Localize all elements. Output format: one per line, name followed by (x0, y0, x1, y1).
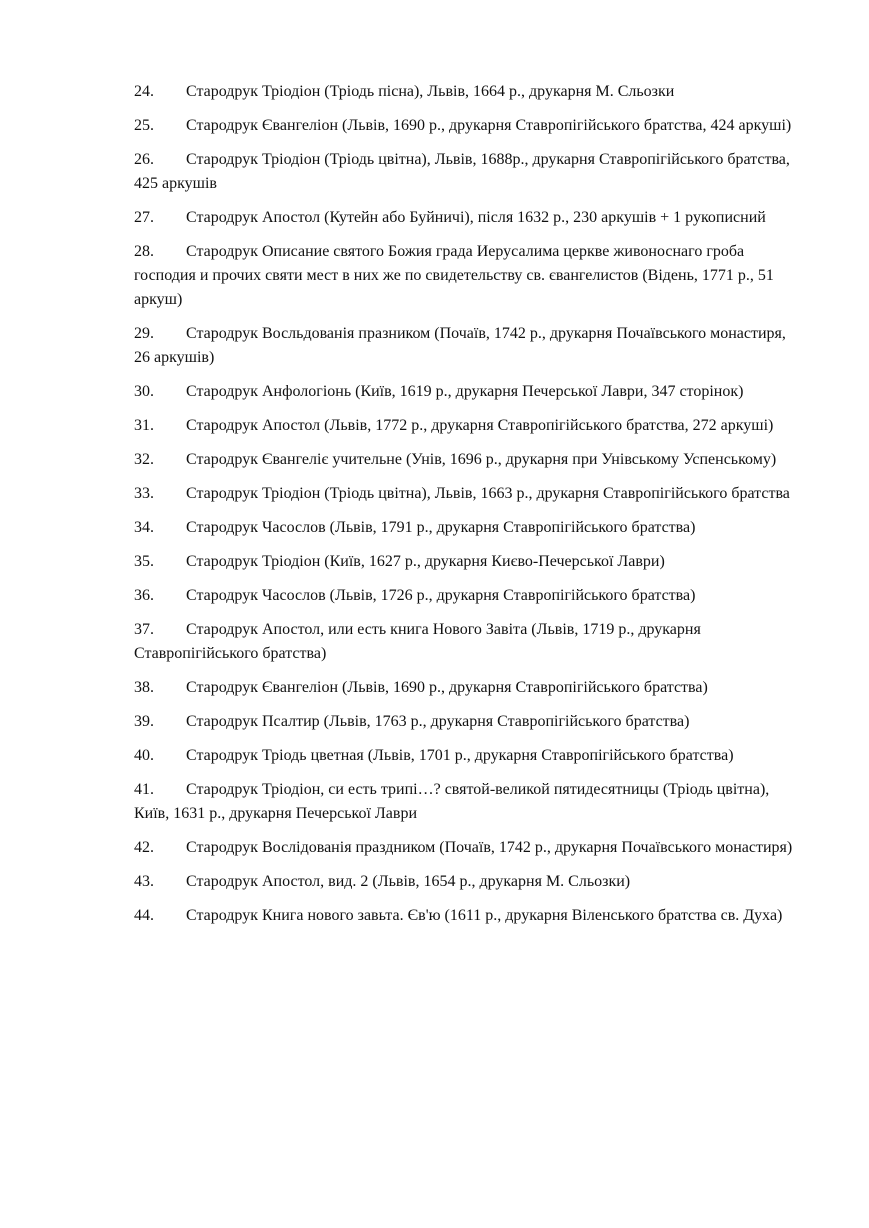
entry-text: Стародрук Описание святого Божия града Иерусалима церкве живоноснаго гроба господия и прочих святи мест в них же по свидетельству св. євангелистов (Відень, 1771 р., 51 аркуш) (134, 243, 774, 308)
list-item (134, 80, 794, 104)
entry-number: 29. (134, 325, 154, 342)
entry-number: 36. (134, 587, 154, 604)
list-item (134, 550, 794, 574)
list-item (134, 836, 794, 860)
list-item (134, 584, 794, 608)
entry-list (134, 80, 794, 938)
entry-text: Стародрук Вослідованія праздником (Почаїв, 1742 р., друкарня Почаївського монастиря) (186, 839, 793, 856)
entry-number: 27. (134, 209, 154, 226)
list-item (134, 904, 794, 928)
list-item (134, 322, 794, 370)
list-item (134, 778, 794, 826)
entry-text: Стародрук Апостол (Львів, 1772 р., друкарня Ставропігійського братства, 272 аркуші) (186, 417, 774, 434)
list-item (134, 516, 794, 540)
list-item (134, 414, 794, 438)
entry-number: 25. (134, 117, 154, 134)
list-item (134, 114, 794, 138)
entry-number: 43. (134, 873, 154, 890)
entry-text: Стародрук Анфологіонь (Київ, 1619 р., друкарня Печерської Лаври, 347 сторінок) (186, 383, 744, 400)
entry-number: 32. (134, 451, 154, 468)
entry-text: Стародрук Тріодіон (Тріодь пісна), Львів, 1664 р., друкарня М. Сльозки (186, 83, 675, 100)
entry-text: Стародрук Часослов (Львів, 1726 р., друкарня Ставропігійського братства) (186, 587, 696, 604)
entry-number: 40. (134, 747, 154, 764)
list-item (134, 448, 794, 472)
list-item (134, 870, 794, 894)
entry-number: 31. (134, 417, 154, 434)
list-item (134, 240, 794, 312)
entry-text: Стародрук Книга нового завьта. Єв'ю (1611 р., друкарня Віленського братства св. Духа) (186, 907, 783, 924)
entry-text: Стародрук Восльдованія празником (Почаїв, 1742 р., друкарня Почаївського монастиря, 26 аркушів) (134, 325, 786, 366)
entry-text: Стародрук Тріодь цветная (Львів, 1701 р., друкарня Ставропігійського братства) (186, 747, 734, 764)
list-item (134, 148, 794, 196)
list-item (134, 676, 794, 700)
entry-number: 39. (134, 713, 154, 730)
entry-text: Стародрук Тріодіон, си есть трипі…? святой-великой пятидесятницы (Тріодь цвітна), Київ, 1631 р., друкарня Печерської Лаври (134, 781, 770, 822)
entry-text: Стародрук Тріодіон (Київ, 1627 р., друкарня Києво-Печерської Лаври) (186, 553, 665, 570)
entry-number: 42. (134, 839, 154, 856)
entry-text: Стародрук Апостол, вид. 2 (Львів, 1654 р., друкарня М. Сльозки) (186, 873, 631, 890)
entry-number: 33. (134, 485, 154, 502)
entry-text: Стародрук Євангеліон (Львів, 1690 р., друкарня Ставропігійського братства) (186, 679, 708, 696)
entry-number: 34. (134, 519, 154, 536)
entry-number: 28. (134, 243, 154, 260)
entry-number: 26. (134, 151, 154, 168)
entry-text: Стародрук Євангеліон (Львів, 1690 р., друкарня Ставропігійського братства, 424 аркуші) (186, 117, 792, 134)
entry-text: Стародрук Тріодіон (Тріодь цвітна), Львів, 1688р., друкарня Ставропігійського братства, 425 аркушів (134, 151, 790, 192)
entry-text: Стародрук Тріодіон (Тріодь цвітна), Львів, 1663 р., друкарня Ставропігійського братства (186, 485, 790, 502)
list-item (134, 206, 794, 230)
entry-number: 30. (134, 383, 154, 400)
entry-text: Стародрук Апостол, или есть книга Нового Завіта (Львів, 1719 р., друкарня Ставропігійського братства) (134, 621, 701, 662)
entry-number: 24. (134, 83, 154, 100)
entry-text: Стародрук Апостол (Кутейн або Буйничі), після 1632 р., 230 аркушів + 1 рукописний (186, 209, 766, 226)
entry-text: Стародрук Псалтир (Львів, 1763 р., друкарня Ставропігійського братства) (186, 713, 690, 730)
entry-number: 44. (134, 907, 154, 924)
entry-text: Стародрук Євангеліє учительне (Унів, 1696 р., друкарня при Унівському Успенському) (186, 451, 777, 468)
entry-number: 35. (134, 553, 154, 570)
list-item (134, 380, 794, 404)
list-item (134, 482, 794, 506)
list-item (134, 618, 794, 666)
list-item (134, 744, 794, 768)
entry-text: Стародрук Часослов (Львів, 1791 р., друкарня Ставропігійського братства) (186, 519, 696, 536)
entry-number: 38. (134, 679, 154, 696)
entry-number: 37. (134, 621, 154, 638)
entry-number: 41. (134, 781, 154, 798)
list-item (134, 710, 794, 734)
